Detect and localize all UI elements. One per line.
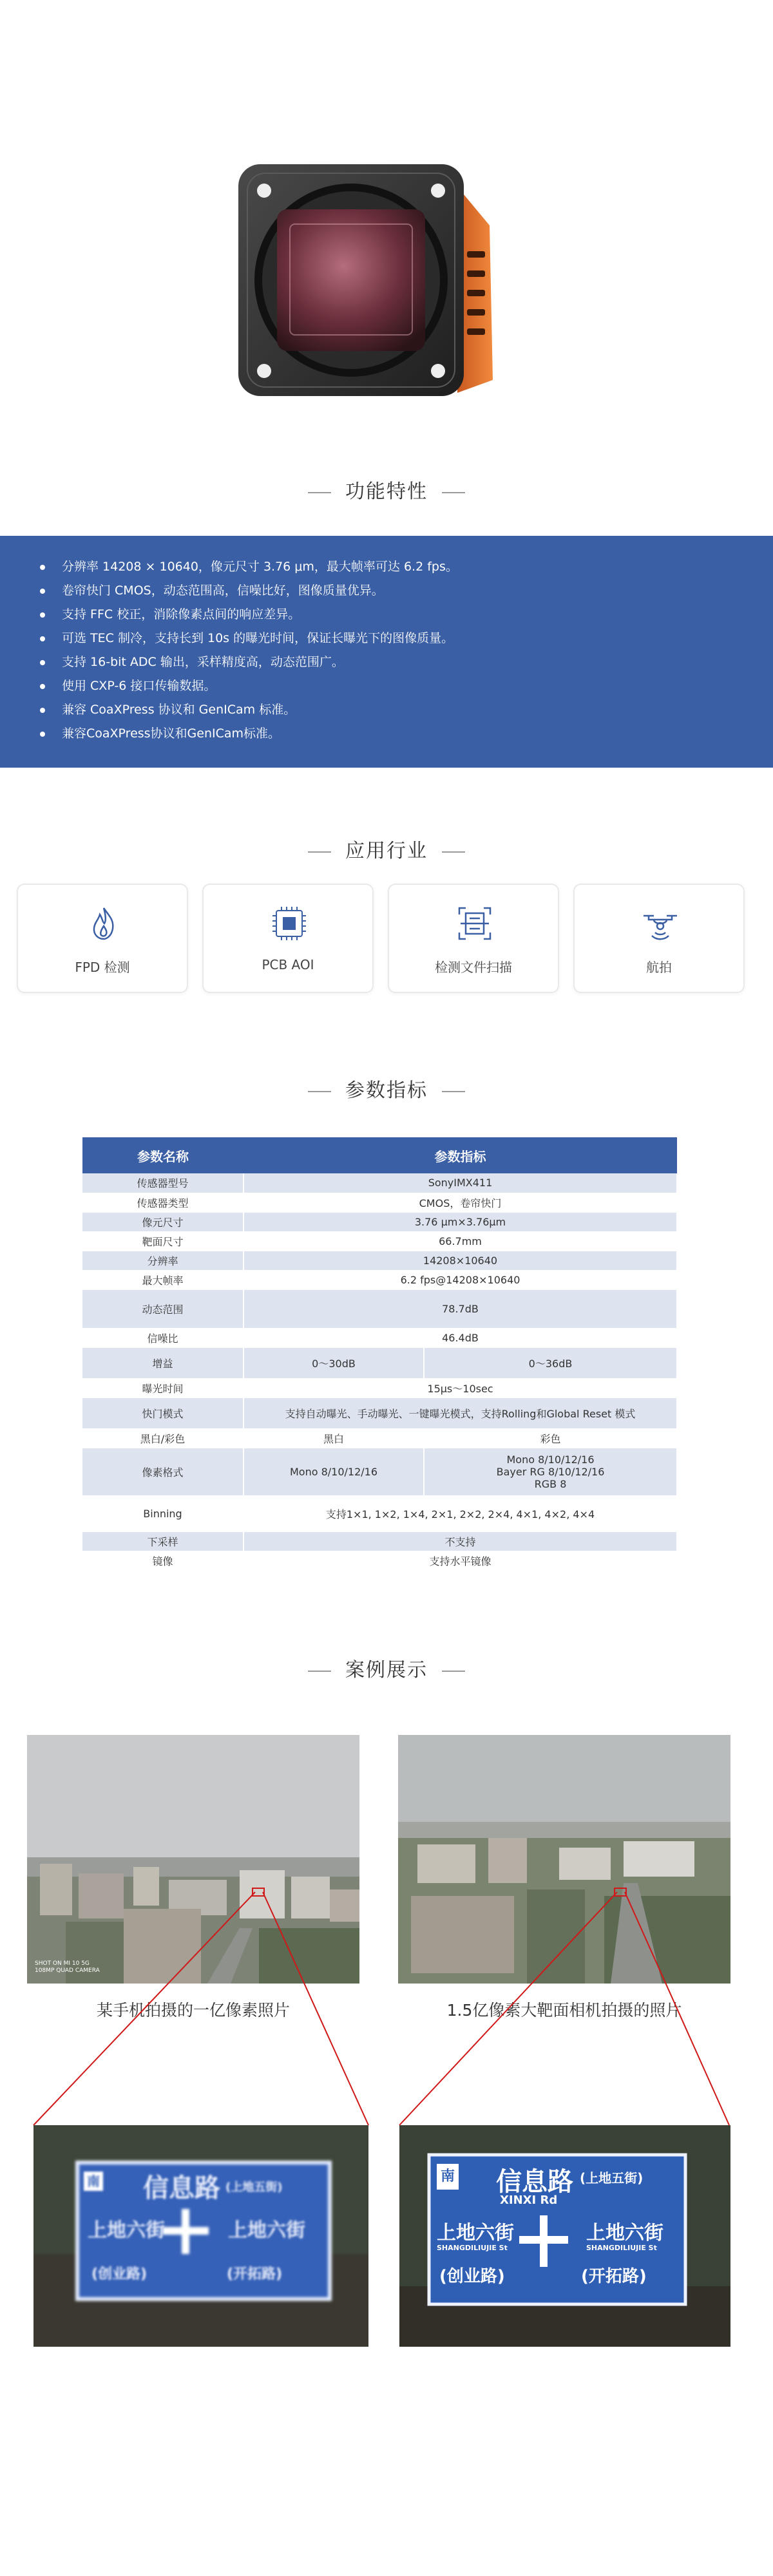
params-row	[82, 1328, 677, 1347]
drone-icon	[641, 904, 680, 943]
bullet-icon	[40, 636, 45, 641]
industry-card-document-scan[interactable]	[388, 884, 559, 993]
industry-card-fpd[interactable]	[17, 884, 188, 993]
param-name: 增益	[82, 1347, 243, 1378]
feature-text: 兼容CoaXPress协议和GenICam标准。	[62, 726, 281, 741]
param-name: 曝光时间	[82, 1378, 243, 1397]
feature-text: 可选 TEC 制冷，支持长到 10s 的曝光时间，保证长曝光下的图像质量。	[62, 631, 454, 645]
param-value: SonyIMX411	[243, 1173, 677, 1193]
params-row	[82, 1173, 677, 1193]
features-panel	[0, 536, 773, 768]
param-value: CMOS，卷帘快门	[243, 1193, 677, 1212]
param-value: 支持自动曝光、手动曝光、一键曝光模式，支持Rolling和Global Reset 模式	[243, 1397, 677, 1428]
param-value: 78.7dB	[243, 1289, 677, 1328]
params-row	[82, 1428, 677, 1448]
param-value: 支持水平镜像	[243, 1551, 677, 1570]
params-table	[82, 1137, 678, 1571]
phone-zoomed-sign: 南 信息路 (上地五街) 上地六街 上地六街 (创业路) (开拓路)	[33, 2125, 368, 2347]
param-value: 46.4dB	[243, 1328, 677, 1347]
industries-title: 应用行业	[0, 835, 773, 863]
param-name: 传感器型号	[82, 1173, 243, 1193]
param-value-color: 彩色	[424, 1428, 677, 1448]
param-name: 分辨率	[82, 1251, 243, 1270]
document-scan-icon	[455, 904, 494, 943]
industry-label: PCB AOI	[262, 957, 314, 972]
param-name: 快门模式	[82, 1397, 243, 1428]
params-row	[82, 1448, 677, 1495]
param-name: Binning	[82, 1495, 243, 1531]
features-list	[40, 555, 458, 746]
param-value: 15μs～10sec	[243, 1378, 677, 1397]
bullet-icon	[40, 732, 45, 737]
feature-text: 分辨率 14208 × 10640，像元尺寸 3.76 μm，最大帧率可达 6.2 fps。	[62, 560, 458, 574]
param-value: 支持1×1, 1×2, 1×4, 2×1, 2×2, 2×4, 4×1, 4×2, 4×4	[243, 1495, 677, 1531]
industry-card-aerial[interactable]	[573, 884, 745, 993]
param-name: 镜像	[82, 1551, 243, 1570]
params-row	[82, 1231, 677, 1251]
feature-item	[40, 722, 458, 746]
bullet-icon	[40, 612, 45, 618]
bullet-icon	[40, 708, 45, 713]
features-title: 功能特性	[0, 475, 773, 504]
param-name: 最大帧率	[82, 1270, 243, 1289]
bullet-icon	[40, 589, 45, 594]
bullet-icon	[40, 565, 45, 570]
industry-cards	[17, 884, 758, 994]
feature-text: 卷帘快门 CMOS，动态范围高，信噪比好，图像质量优异。	[62, 583, 384, 598]
industry-label: 检测文件扫描	[435, 960, 512, 975]
params-row	[82, 1289, 677, 1328]
feature-item	[40, 674, 458, 698]
industry-label: 航拍	[646, 960, 672, 975]
feature-item	[40, 579, 458, 603]
params-header-name: 参数名称	[82, 1137, 243, 1173]
params-row	[82, 1193, 677, 1212]
right-photo-caption: 1.5亿像素大靶面相机拍摄的照片	[446, 2001, 682, 2020]
left-photo-caption: 某手机拍摄的一亿像素照片	[96, 2001, 290, 2020]
param-value-color	[424, 1448, 677, 1495]
param-value: 不支持	[243, 1531, 677, 1551]
params-row	[82, 1270, 677, 1289]
param-value: 14208×10640	[243, 1251, 677, 1270]
params-row	[82, 1551, 677, 1570]
bullet-icon	[40, 660, 45, 665]
industry-label: FPD 检测	[75, 960, 130, 975]
param-value-color: 0～36dB	[424, 1347, 677, 1378]
feature-text: 支持 16-bit ADC 输出，采样精度高，动态范围广。	[62, 655, 344, 669]
param-value: 6.2 fps@14208×10640	[243, 1270, 677, 1289]
param-value-line: Bayer RG 8/10/12/16	[496, 1465, 605, 1478]
param-name: 黑白/彩色	[82, 1428, 243, 1448]
feature-item	[40, 698, 458, 722]
feature-text: 兼容 CoaXPress 协议和 GenICam 标准。	[62, 703, 296, 717]
params-header-value: 参数指标	[243, 1137, 677, 1173]
param-name: 像元尺寸	[82, 1212, 243, 1231]
params-row	[82, 1251, 677, 1270]
param-value-line: Mono 8/10/12/16	[506, 1453, 595, 1466]
params-row	[82, 1531, 677, 1551]
param-value-mono: Mono 8/10/12/16	[243, 1448, 424, 1495]
param-value-line: RGB 8	[534, 1477, 567, 1490]
params-row	[82, 1397, 677, 1428]
flame-icon	[84, 904, 123, 943]
params-row	[82, 1378, 677, 1397]
feature-item	[40, 650, 458, 674]
params-row	[82, 1212, 677, 1231]
param-name: 靶面尺寸	[82, 1231, 243, 1251]
param-value: 3.76 μm×3.76μm	[243, 1212, 677, 1231]
camera-zoomed-sign: 南 信息路 (上地五街) XINXI Rd 上地六街 上地六街 SHANGDILIUJIE St SHANGDILIUJIE St (创业路) (开拓路)	[399, 2125, 730, 2347]
param-name: 下采样	[82, 1531, 243, 1551]
param-name: 像素格式	[82, 1448, 243, 1495]
params-row	[82, 1347, 677, 1378]
photo-watermark: SHOT ON MI 10 5G 108MP QUAD CAMERA	[35, 1960, 100, 1974]
params-row	[82, 1495, 677, 1531]
feature-text: 支持 FFC 校正，消除像素点间的响应差异。	[62, 607, 301, 621]
param-name: 信噪比	[82, 1328, 243, 1347]
param-name: 动态范围	[82, 1289, 243, 1328]
chip-icon	[270, 904, 309, 943]
feature-item	[40, 627, 458, 650]
feature-item	[40, 603, 458, 627]
industry-card-pcb[interactable]	[202, 884, 374, 993]
param-value: 66.7mm	[243, 1231, 677, 1251]
zoom-lines	[0, 1887, 773, 2132]
param-value-mono: 0～30dB	[243, 1347, 424, 1378]
feature-text: 使用 CXP-6 接口传输数据。	[62, 679, 216, 693]
cases-title: 案例展示	[0, 1654, 773, 1682]
product-camera-image	[219, 148, 554, 431]
param-name: 传感器类型	[82, 1193, 243, 1212]
params-title: 参数指标	[0, 1074, 773, 1103]
param-value-mono: 黑白	[243, 1428, 424, 1448]
feature-item	[40, 555, 458, 579]
bullet-icon	[40, 684, 45, 689]
